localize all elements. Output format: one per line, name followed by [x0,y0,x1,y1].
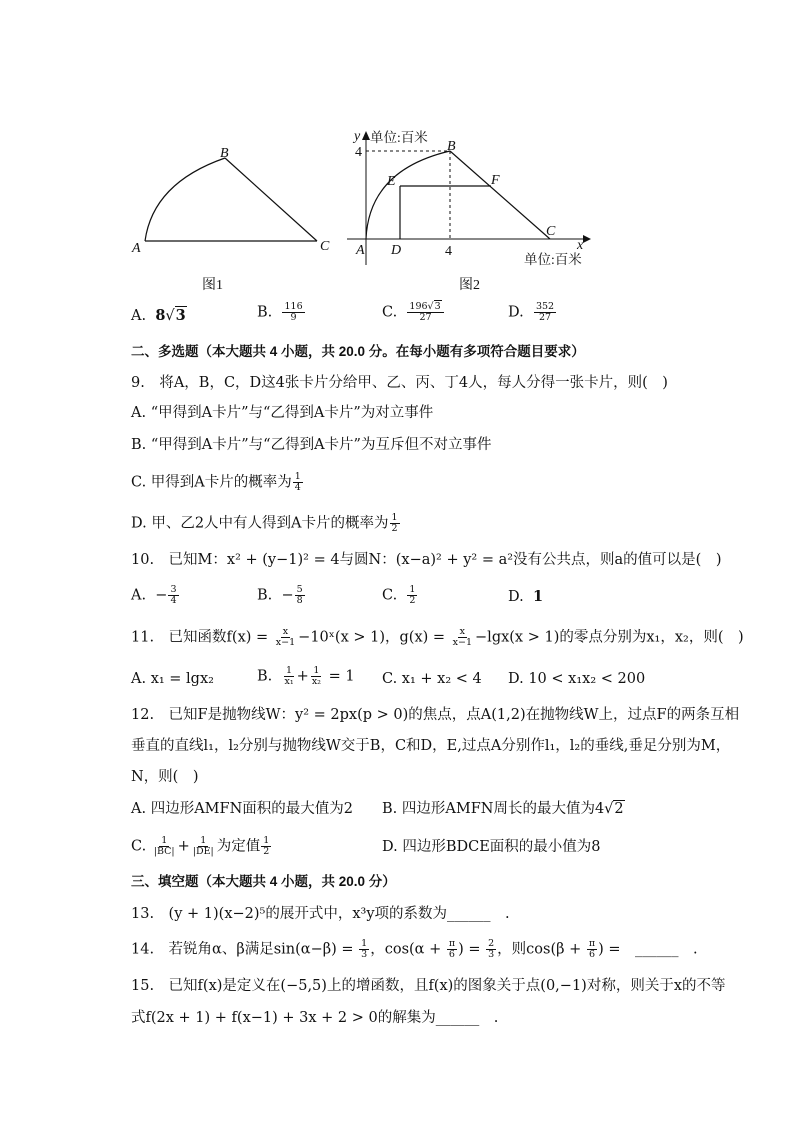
q11-option-a: A. x₁ = lgx₂ [131,671,214,687]
q9-stem: 9. 将A，B，C，D这4张卡片分给甲、乙、丙、丁4人，每人分得一张卡片，则( ) [131,375,668,391]
fig2-caption: 图2 [459,278,480,293]
q8-option-b [257,302,306,323]
fig2-tick-x-4: 4 [445,244,452,259]
q8-d-frac: $\frac{352}{27}$ [535,301,555,323]
q12-line-1: 12. 已知F是抛物线W：y² = 2px(p > 0)的焦点，点A(1,2)在抛物线W上，过点F的两条互相 [131,707,740,723]
q10-stem: 10. 已知M：x² + (y−1)² = 4与圆N：(x−a)² + y² = a²没有公共点，则a的值可以是( ) [131,552,722,568]
q9-c-text: C. 甲得到A卡片的概率为 [131,474,292,491]
q8-option-c [382,302,445,323]
fig1-label-a: A [132,241,141,256]
q12-line-2: 垂直的直线l₁，l₂分别与抛物线W交于B，C和D，E,过点A分别作l₁，l₂的垂线,垂足分别为M， [131,738,731,754]
q10-option-b: B. − $\frac{5}{8}$ [257,584,303,606]
q9-option-d [131,513,401,534]
q11-option-b: B. $\frac{1}{\text{x₁}}$ + $\frac{1}{\text{x₂}}$ = 1 [257,665,355,687]
q8-a-rad: 3 [175,307,186,324]
fig2-label-b: B [447,139,456,154]
figure-2 [347,129,591,293]
section-2-title: 二、多选题（本大题共 4 小题，共 20.0 分。在每小题有多项符合题目要求） [131,344,585,359]
fig2-tick-y-4: 4 [355,145,362,160]
fig1-side-bc [225,158,317,241]
q9-option-c [131,472,304,493]
fig2-label-d: D [391,243,402,258]
q14-stem: 14. 若锐角α、β满足sin(α−β) = $\frac{1}{3}$ ，cos(α + $\frac{\pi}{6}$ ) = $\frac{2}{3}$ ，则cos(β + $\frac{\pi}{6}$ ) = ______ . [131,938,698,960]
q8-a-coef: 8 [155,307,166,324]
q8-option-d [508,302,557,323]
q12-option-a: A. 四边形AMFN面积的最大值为2 [131,801,353,817]
q15-line-2: 式f(2x + 1) + f(x−1) + 3x + 2 > 0的解集为______ . [131,1010,499,1026]
q8-c-frac: $\frac{196√3}{27}$ [407,302,443,323]
q9-d-frac: $\frac{1}{2}$ [391,512,398,534]
q15-line-1: 15. 已知f(x)是定义在(−5,5)上的增函数，且f(x)的图象关于点(0,−1)对称，则关于x的不等 [131,978,726,994]
fig1-label-b: B [220,146,229,161]
q11-option-c: C. x₁ + x₂ < 4 [382,671,482,687]
q10-option-c: C. $\frac{1}{2}$ [382,584,416,606]
fig2-axis-y-label: y [354,129,361,144]
fig2-x-arrow [583,235,591,243]
q9-d-text: D. 甲、乙2人中有人得到A卡片的概率为 [131,515,389,532]
q10-option-d: D. 1 [508,588,544,605]
section-3-title: 三、填空题（本大题共 4 小题，共 20.0 分） [131,874,396,889]
q8-option-a: A. 8√3 [131,307,186,324]
q9-option-b: B. “甲得到A卡片”与“乙得到A卡片”为互斥但不对立事件 [131,437,492,453]
fig2-curve-ab [366,151,450,239]
q8-d-label: D. [508,304,524,321]
fig2-label-c: C [546,224,556,239]
geometry-figures [125,128,605,298]
fig2-unit-x: 单位:百米 [524,252,582,267]
q11-option-d: D. 10 < x₁x₂ < 200 [508,671,646,687]
q12-option-c: C. $\frac{1}{|BC|}$ + $\frac{1}{|DE|}$ 为定值 $\frac{1}{2}$ [131,835,270,857]
fig2-label-a: A [356,243,365,258]
figure-1 [131,146,330,293]
q11-stem: 11. 已知函数f(x) = $\frac{x}{x-1}$ −10ˣ(x > 1)，g(x) = $\frac{x}{x-1}$ −lgx(x > 1)的零点分别为x₁，x₂，则( ) [131,626,744,648]
q10-option-a: A. − $\frac{3}{4}$ [131,584,177,606]
q12-option-d: D. 四边形BDCE面积的最小值为8 [382,839,601,855]
q13-stem: 13. (y + 1)(x−2)⁵的展开式中，x³y项的系数为______ . [131,906,510,922]
q8-a-label: A. [131,308,147,324]
q12-line-3: N，则( ) [131,769,199,785]
fig2-label-e: E [387,174,396,189]
fig2-line-bc [450,151,550,239]
q9-option-a: A. “甲得到A卡片”与“乙得到A卡片”为对立事件 [131,405,434,421]
q8-b-label: B. [257,304,273,321]
q12-option-b: B. 四边形AMFN周长的最大值为4√2 [382,801,624,817]
fig1-curve-ab [145,158,225,241]
fig1-label-c: C [320,239,330,254]
fig2-label-f: F [491,173,500,188]
fig1-caption: 图1 [202,278,223,293]
fig2-unit-y: 单位:百米 [370,130,428,145]
q9-c-frac: $\frac{1}{4}$ [294,471,301,493]
fig2-axis-x-label: x [577,238,584,253]
fig2-y-arrow [362,131,370,140]
q8-b-frac: $\frac{116}{9}$ [284,301,303,323]
q8-c-label: C. [382,304,398,321]
